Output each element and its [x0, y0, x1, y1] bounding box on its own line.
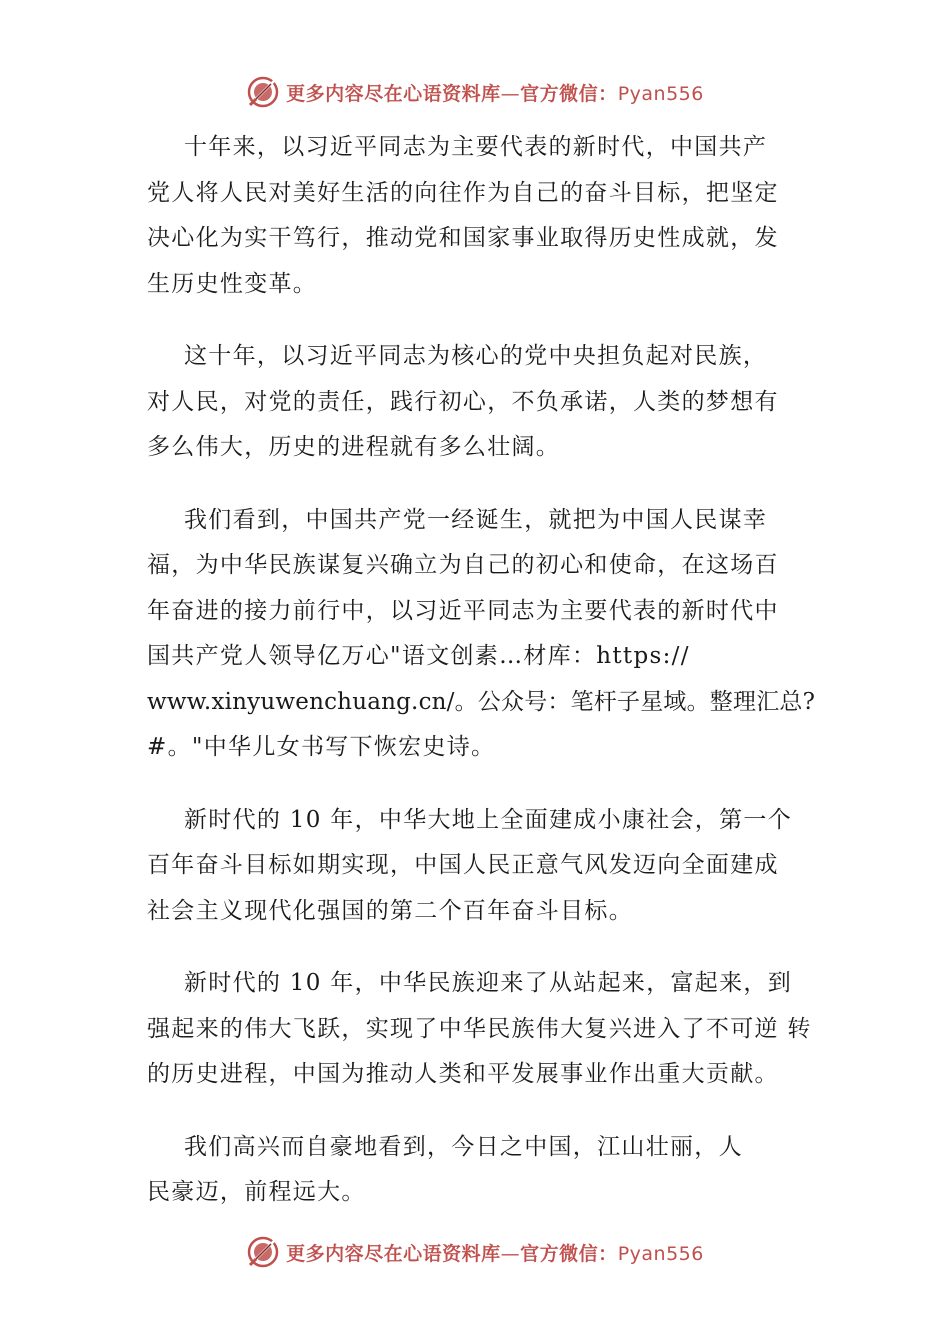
footer-banner-wechat-label: 官方微信：	[520, 1242, 618, 1265]
footer-banner-separator: —	[500, 1242, 521, 1265]
paragraph-line: 百年奋斗目标如期实现，中国人民正意气风发迈向全面建成	[147, 852, 779, 878]
paragraph-line: 强起来的伟大飞跃，实现了中华民族伟大复兴进入了不可逆 转	[147, 1015, 812, 1042]
header-banner-separator: —	[500, 82, 521, 105]
paragraph-line: 社会主义现代化强国的第二个百年奋斗目标。	[147, 897, 633, 924]
paragraph-line: 我们看到，中国共产党一经诞生，就把为中国人民谋幸	[184, 506, 768, 533]
paragraph-line: 多么伟大，历史的进程就有多么壮阔。	[147, 434, 561, 460]
paragraph-1	[147, 125, 827, 307]
paragraph-line: 新时代的 10 年，中华民族迎来了从站起来，富起来，到	[184, 970, 792, 996]
paragraph-line: 我们高兴而自豪地看到，今日之中国，江山壮丽，人	[184, 1133, 743, 1160]
xinyu-logo-icon	[246, 1235, 280, 1269]
paragraph-line: 这十年，以习近平同志为核心的党中央担负起对民族，	[184, 343, 768, 369]
paragraph-line: 的历史进程，中国为推动人类和平发展事业作出重大贡献。	[147, 1061, 779, 1087]
header-banner-wechat-label: 官方微信：	[520, 82, 618, 105]
paragraph-4	[147, 798, 827, 935]
paragraph-5	[147, 961, 827, 1098]
paragraph-line: 党人将人民对美好生活的向往作为自己的奋斗目标，把坚定	[147, 179, 779, 206]
footer-banner-wechat-id: Pyan556	[617, 1242, 704, 1265]
footer-banner	[0, 1232, 950, 1272]
paragraph-line: 生历史性变革。	[147, 270, 318, 297]
paragraph-line: 福，为中华民族谋复兴确立为自己的初心和使命，在这场百	[147, 552, 779, 578]
xinyu-logo-icon	[246, 75, 280, 109]
header-banner-wechat-id: Pyan556	[617, 82, 704, 105]
header-banner	[0, 72, 950, 112]
paragraph-line: #。"中华儿女书写下恢宏史诗。	[147, 734, 496, 760]
paragraph-line: 对人民，对党的责任，践行初心，不负承诺，人类的梦想有	[147, 388, 779, 415]
paragraph-line: 新时代的 10 年，中华大地上全面建成小康社会，第一个	[184, 806, 792, 833]
footer-banner-title: 更多内容尽在心语资料库	[286, 1242, 501, 1265]
header-banner-text	[286, 79, 704, 106]
paragraph-line: www.xinyuwenchuang.cn/。公众号：笔杆子星域。整理汇总?	[147, 688, 816, 715]
header-banner-title: 更多内容尽在心语资料库	[286, 82, 501, 105]
paragraph-2	[147, 334, 827, 471]
paragraph-3	[147, 498, 827, 771]
paragraph-line: 决心化为实干笃行，推动党和国家事业取得历史性成就，发	[147, 225, 779, 251]
paragraph-6	[147, 1125, 827, 1216]
document-body	[147, 125, 827, 1243]
paragraph-line: 十年来，以习近平同志为主要代表的新时代，中国共产	[184, 134, 768, 160]
footer-banner-text	[286, 1239, 704, 1266]
paragraph-line: 年奋进的接力前行中，以习近平同志为主要代表的新时代中	[147, 597, 779, 624]
paragraph-line: 民豪迈，前程远大。	[147, 1179, 366, 1205]
paragraph-line: 国共产党人领导亿万心"语文创素…材库：https://	[147, 643, 690, 669]
